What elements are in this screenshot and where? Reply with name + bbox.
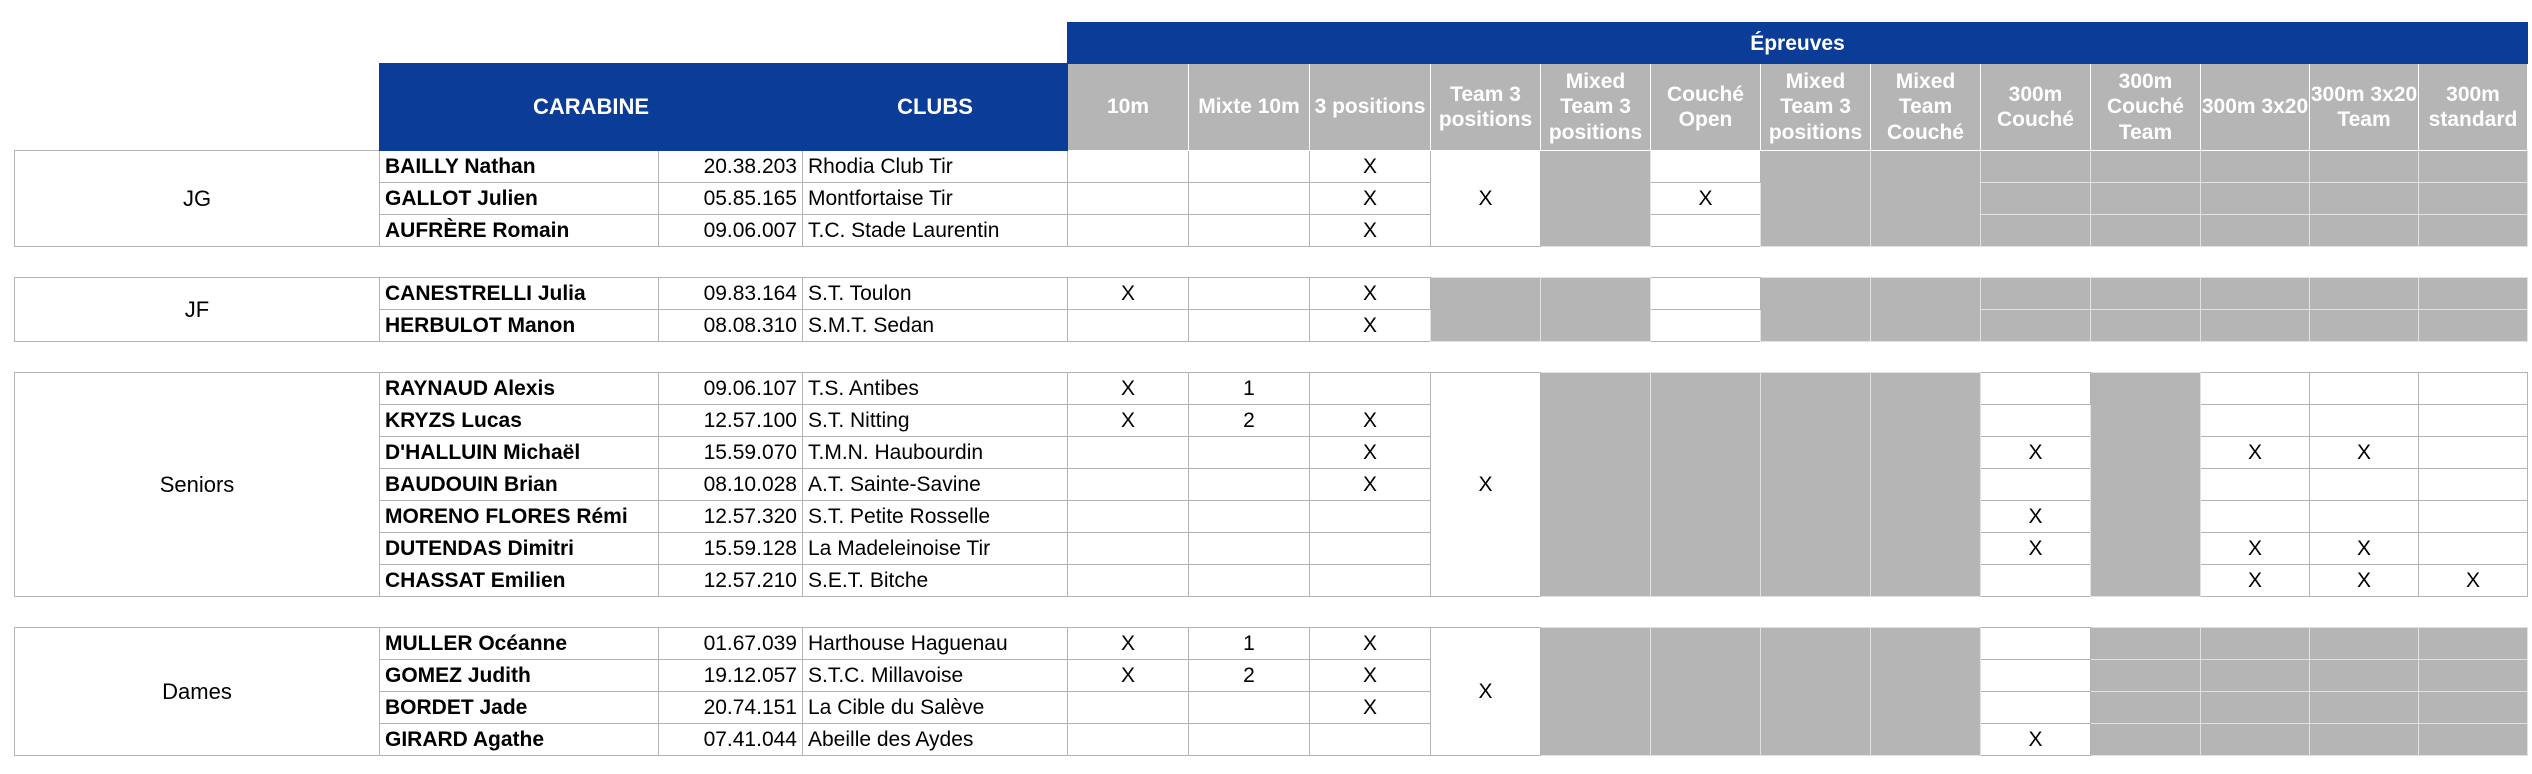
clubs-header: CLUBS	[803, 64, 1068, 151]
mark-3-positions: X	[1310, 183, 1431, 215]
unavailable-cell	[1761, 278, 1871, 342]
mark-300m-3x20	[2201, 373, 2310, 405]
mark-300m-standard	[2419, 533, 2528, 565]
athlete-name: AUFRÈRE Romain	[380, 215, 659, 247]
mark-10m	[1068, 724, 1189, 756]
mark-300m-3x20-team	[2310, 501, 2419, 533]
event-header: 300m standard	[2419, 64, 2528, 151]
mark-team-3-positions: X	[1431, 373, 1541, 597]
mark-300m-couche	[1981, 692, 2091, 724]
mark-mixte-10m: 2	[1189, 660, 1310, 692]
mark-10m: X	[1068, 278, 1189, 310]
club-name: La Madeleinoise Tir	[803, 533, 1068, 565]
event-header: Couché Open	[1651, 64, 1761, 151]
athlete-name: BAILLY Nathan	[380, 151, 659, 183]
mark-couche-open	[1651, 310, 1761, 342]
mark-3-positions: X	[1310, 278, 1431, 310]
mark-300m-3x20-team	[2310, 405, 2419, 437]
club-name: Abeille des Aydes	[803, 724, 1068, 756]
licence-number: 12.57.100	[659, 405, 803, 437]
athlete-name: BORDET Jade	[380, 692, 659, 724]
mark-300m-3x20-team: X	[2310, 565, 2419, 597]
unavailable-cell	[1541, 373, 1651, 597]
mark-300m-standard	[2419, 501, 2528, 533]
table-row	[15, 310, 2528, 342]
unavailable-cell	[1541, 628, 1651, 756]
mark-mixte-10m	[1189, 724, 1310, 756]
athlete-name: KRYZS Lucas	[380, 405, 659, 437]
mark-mixte-10m: 1	[1189, 373, 1310, 405]
licence-number: 09.06.007	[659, 215, 803, 247]
mark-couche-open	[1651, 278, 1761, 310]
mark-10m	[1068, 215, 1189, 247]
mark-10m	[1068, 533, 1189, 565]
licence-number: 01.67.039	[659, 628, 803, 660]
club-name: S.T. Nitting	[803, 405, 1068, 437]
mark-300m-3x20-team: X	[2310, 533, 2419, 565]
event-header: 300m 3x20	[2201, 64, 2310, 151]
unavailable-cell	[1871, 628, 1981, 756]
unavailable-cell	[1651, 373, 1761, 597]
mark-team-3-positions: X	[1431, 151, 1541, 247]
category-label: Seniors	[15, 373, 380, 597]
header-row	[15, 64, 2528, 151]
licence-number: 12.57.210	[659, 565, 803, 597]
mark-3-positions: X	[1310, 628, 1431, 660]
mark-3-positions	[1310, 533, 1431, 565]
table-row	[15, 692, 2528, 724]
mark-3-positions	[1310, 501, 1431, 533]
event-header: 10m	[1068, 64, 1189, 151]
mark-10m	[1068, 437, 1189, 469]
club-name: T.C. Stade Laurentin	[803, 215, 1068, 247]
entries-table	[14, 22, 2528, 756]
mark-mixte-10m	[1189, 215, 1310, 247]
athlete-name: CANESTRELLI Julia	[380, 278, 659, 310]
event-header: 300m Couché Team	[2091, 64, 2201, 151]
club-name: Rhodia Club Tir	[803, 151, 1068, 183]
mark-300m-standard	[2419, 469, 2528, 501]
mark-3-positions	[1310, 565, 1431, 597]
athlete-name: HERBULOT Manon	[380, 310, 659, 342]
mark-300m-couche	[1981, 405, 2091, 437]
mark-3-positions: X	[1310, 469, 1431, 501]
mark-mixte-10m	[1189, 533, 1310, 565]
athlete-name: CHASSAT Emilien	[380, 565, 659, 597]
mark-300m-3x20	[2201, 501, 2310, 533]
mark-mixte-10m: 2	[1189, 405, 1310, 437]
table-row	[15, 278, 2528, 310]
event-header: Mixed Team Couché	[1871, 64, 1981, 151]
events-title: Épreuves	[1068, 23, 2528, 64]
table-row	[15, 215, 2528, 247]
club-name: S.M.T. Sedan	[803, 310, 1068, 342]
mark-10m: X	[1068, 373, 1189, 405]
mark-10m	[1068, 565, 1189, 597]
category-label: Dames	[15, 628, 380, 756]
table-row	[15, 660, 2528, 692]
licence-number: 20.38.203	[659, 151, 803, 183]
mark-mixte-10m	[1189, 151, 1310, 183]
mark-mixte-10m	[1189, 469, 1310, 501]
mark-mixte-10m: 1	[1189, 628, 1310, 660]
mark-300m-couche	[1981, 373, 2091, 405]
mark-mixte-10m	[1189, 501, 1310, 533]
table-row	[15, 183, 2528, 215]
unavailable-cell	[1541, 151, 1651, 247]
mark-300m-standard	[2419, 437, 2528, 469]
licence-number: 08.08.310	[659, 310, 803, 342]
mark-300m-couche: X	[1981, 437, 2091, 469]
licence-number: 20.74.151	[659, 692, 803, 724]
table-row	[15, 151, 2528, 183]
mark-300m-couche	[1981, 660, 2091, 692]
event-header: Mixed Team 3 positions	[1541, 64, 1651, 151]
mark-300m-3x20-team	[2310, 373, 2419, 405]
mark-300m-3x20	[2201, 469, 2310, 501]
mark-3-positions	[1310, 724, 1431, 756]
club-name: S.T.C. Millavoise	[803, 660, 1068, 692]
mark-10m: X	[1068, 628, 1189, 660]
unavailable-cell	[1541, 278, 1651, 342]
event-header: Mixed Team 3 positions	[1761, 64, 1871, 151]
title-row	[15, 23, 2528, 64]
mark-300m-couche	[1981, 628, 2091, 660]
club-name: Harthouse Haguenau	[803, 628, 1068, 660]
club-name: T.M.N. Haubourdin	[803, 437, 1068, 469]
club-name: A.T. Sainte-Savine	[803, 469, 1068, 501]
mark-300m-3x20-team	[2310, 469, 2419, 501]
unavailable-cell	[1651, 628, 1761, 756]
mark-mixte-10m	[1189, 183, 1310, 215]
mark-mixte-10m	[1189, 278, 1310, 310]
mark-300m-3x20: X	[2201, 565, 2310, 597]
category-label: JG	[15, 151, 380, 247]
event-header: 300m 3x20 Team	[2310, 64, 2419, 151]
unavailable-cell	[1871, 373, 1981, 597]
mark-300m-standard: X	[2419, 565, 2528, 597]
athlete-name: DUTENDAS Dimitri	[380, 533, 659, 565]
mark-3-positions: X	[1310, 437, 1431, 469]
mark-10m	[1068, 501, 1189, 533]
mark-couche-open	[1651, 151, 1761, 183]
athlete-name: BAUDOUIN Brian	[380, 469, 659, 501]
mark-mixte-10m	[1189, 310, 1310, 342]
mark-10m	[1068, 151, 1189, 183]
club-name: La Cible du Salève	[803, 692, 1068, 724]
licence-number: 12.57.320	[659, 501, 803, 533]
club-name: Montfortaise Tir	[803, 183, 1068, 215]
unavailable-cell	[1431, 278, 1541, 342]
licence-number: 15.59.070	[659, 437, 803, 469]
mark-3-positions: X	[1310, 151, 1431, 183]
mark-10m: X	[1068, 405, 1189, 437]
unavailable-cell	[1871, 278, 1981, 342]
mark-10m	[1068, 469, 1189, 501]
unavailable-cell	[1761, 151, 1871, 247]
athlete-name: RAYNAUD Alexis	[380, 373, 659, 405]
licence-number: 19.12.057	[659, 660, 803, 692]
event-header: 300m Couché	[1981, 64, 2091, 151]
mark-10m	[1068, 692, 1189, 724]
mark-300m-couche	[1981, 469, 2091, 501]
mark-couche-open	[1651, 215, 1761, 247]
table-row	[15, 724, 2528, 756]
unavailable-cell	[1761, 373, 1871, 597]
mark-3-positions: X	[1310, 310, 1431, 342]
mark-3-positions: X	[1310, 405, 1431, 437]
mark-team-3-positions: X	[1431, 628, 1541, 756]
mark-300m-3x20	[2201, 405, 2310, 437]
mark-300m-standard	[2419, 373, 2528, 405]
carabine-header: CARABINE	[380, 64, 803, 151]
licence-number: 09.83.164	[659, 278, 803, 310]
category-label: JF	[15, 278, 380, 342]
table-row	[15, 373, 2528, 405]
club-name: S.E.T. Bitche	[803, 565, 1068, 597]
mark-3-positions: X	[1310, 660, 1431, 692]
table-row	[15, 628, 2528, 660]
licence-number: 15.59.128	[659, 533, 803, 565]
event-header: 3 positions	[1310, 64, 1431, 151]
unavailable-cell	[2091, 373, 2201, 597]
athlete-name: D'HALLUIN Michaël	[380, 437, 659, 469]
mark-3-positions: X	[1310, 692, 1431, 724]
mark-300m-3x20: X	[2201, 437, 2310, 469]
club-name: S.T. Toulon	[803, 278, 1068, 310]
mark-mixte-10m	[1189, 565, 1310, 597]
event-header: Team 3 positions	[1431, 64, 1541, 151]
unavailable-cell	[1871, 151, 1981, 247]
mark-3-positions	[1310, 373, 1431, 405]
mark-mixte-10m	[1189, 437, 1310, 469]
mark-300m-couche	[1981, 565, 2091, 597]
mark-300m-couche: X	[1981, 533, 2091, 565]
mark-300m-3x20-team: X	[2310, 437, 2419, 469]
club-name: T.S. Antibes	[803, 373, 1068, 405]
mark-3-positions: X	[1310, 215, 1431, 247]
licence-number: 08.10.028	[659, 469, 803, 501]
mark-300m-standard	[2419, 405, 2528, 437]
licence-number: 09.06.107	[659, 373, 803, 405]
club-name: S.T. Petite Rosselle	[803, 501, 1068, 533]
mark-mixte-10m	[1189, 692, 1310, 724]
event-header: Mixte 10m	[1189, 64, 1310, 151]
mark-300m-3x20: X	[2201, 533, 2310, 565]
athlete-name: MORENO FLORES Rémi	[380, 501, 659, 533]
mark-10m	[1068, 310, 1189, 342]
mark-couche-open: X	[1651, 183, 1761, 215]
athlete-name: GIRARD Agathe	[380, 724, 659, 756]
mark-300m-couche: X	[1981, 501, 2091, 533]
mark-10m	[1068, 183, 1189, 215]
mark-10m: X	[1068, 660, 1189, 692]
athlete-name: MULLER Océanne	[380, 628, 659, 660]
athlete-name: GALLOT Julien	[380, 183, 659, 215]
athlete-name: GOMEZ Judith	[380, 660, 659, 692]
licence-number: 05.85.165	[659, 183, 803, 215]
mark-300m-couche: X	[1981, 724, 2091, 756]
licence-number: 07.41.044	[659, 724, 803, 756]
unavailable-cell	[1761, 628, 1871, 756]
